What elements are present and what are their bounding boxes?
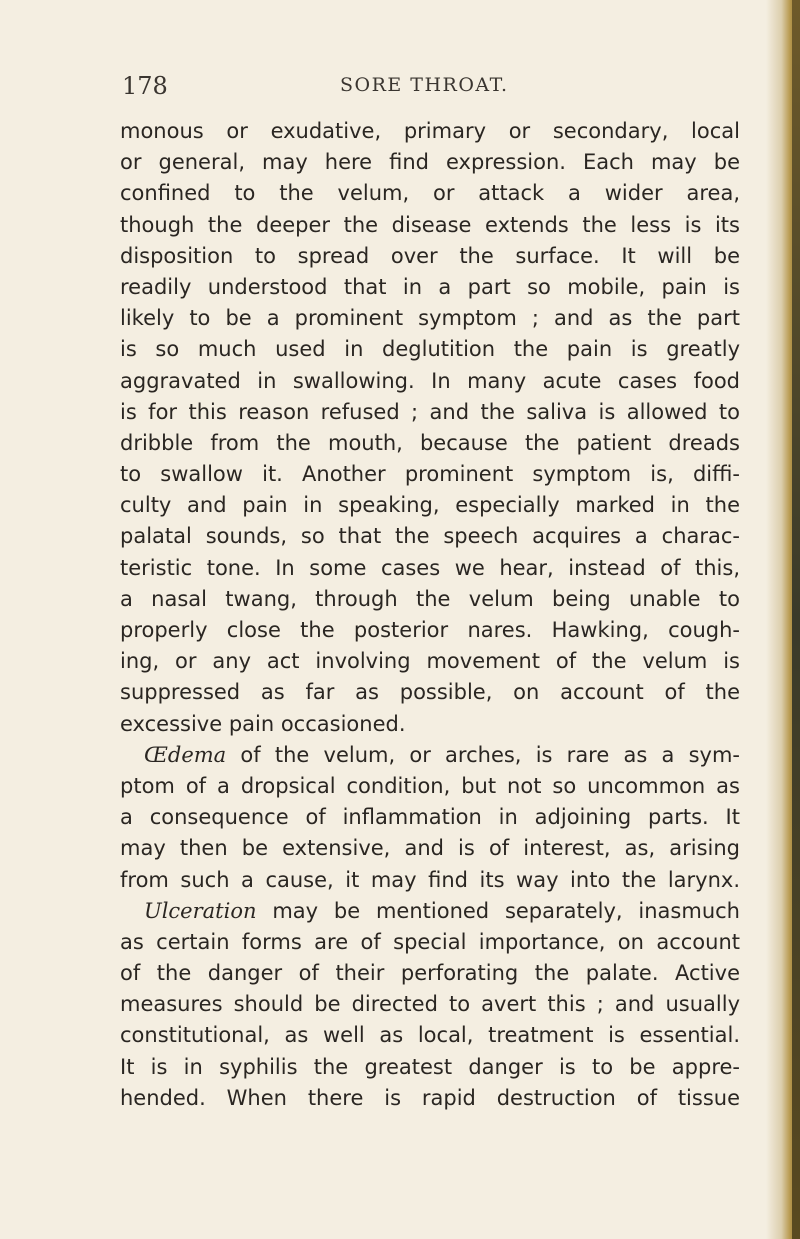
text-line: suppressed as far as possible, on account of the [120, 680, 740, 705]
text-line: It is in syphilis the greatest danger is to be appre- [120, 1054, 740, 1079]
text-line: dribble from the mouth, because the patient dreads [120, 430, 740, 455]
text-line: culty and pain in speaking, especially marked in the [120, 493, 740, 518]
text-line: properly close the posterior nares. Hawking, cough- [120, 618, 740, 642]
text-line: is so much used in deglutition the pain is greatly [120, 337, 740, 362]
text-line: as certain forms are of special importance, on account [120, 929, 740, 954]
text-line: to swallow it. Another prominent symptom is, diffi- [120, 462, 740, 487]
oedema-term: Œdema [144, 742, 227, 767]
page-header [122, 72, 742, 112]
body-text [120, 116, 740, 1114]
page-edge-binding [792, 0, 800, 1239]
text-line: palatal sounds, so that the speech acquires a charac- [120, 524, 740, 549]
text-line: hended. When there is rapid destruction of tissue [120, 1085, 740, 1110]
text-line: is for this reason refused ; and the saliva is allowed to [120, 399, 740, 424]
text-line: readily understood that in a part so mobile, pain is [120, 274, 740, 299]
text-line: monous or exudative, primary or secondary, local [120, 119, 740, 143]
text-line: confined to the velum, or attack a wider area, [120, 181, 740, 206]
text-line: may then be extensive, and is of interest, as, arising [120, 836, 740, 861]
text-line: aggravated in swallowing. In many acute cases food [120, 368, 740, 393]
text-line: ing, or any act involving movement of the velum is [120, 649, 740, 674]
text-line: excessive pain occasioned. [120, 711, 406, 736]
text-line: a nasal twang, through the velum being unable to [120, 586, 740, 611]
oedema-paragraph-start [120, 740, 740, 771]
text-line: teristic tone. In some cases we hear, instead of this, [120, 555, 740, 580]
text-line: of the danger of their perforating the palate. Active [120, 961, 740, 986]
oedema-first-line: of the velum, or arches, is rare as a sym- [226, 742, 740, 767]
text-line: likely to be a prominent symptom ; and as the part [120, 306, 740, 331]
text-line: measures should be directed to avert this ; and usually [120, 992, 740, 1017]
ulceration-term: Ulceration [144, 898, 257, 923]
text-line: constitutional, as well as local, treatment is essential. [120, 1023, 740, 1048]
ulceration-first-line: may be mentioned separately, inasmuch [256, 898, 740, 923]
text-line: disposition to spread over the surface. It will be [120, 243, 740, 268]
running-head: SORE THROAT. [340, 74, 509, 96]
ulceration-paragraph-start [120, 896, 740, 927]
text-line: or general, may here find expression. Each may be [120, 150, 740, 175]
text-line: a consequence of inflammation in adjoining parts. It [120, 805, 740, 830]
text-line: ptom of a dropsical condition, but not so uncommon as [120, 773, 740, 798]
text-line: though the deeper the disease extends the less is its [120, 212, 740, 237]
page-number: 178 [122, 72, 168, 100]
text-line: from such a cause, it may find its way into the larynx. [120, 867, 740, 892]
